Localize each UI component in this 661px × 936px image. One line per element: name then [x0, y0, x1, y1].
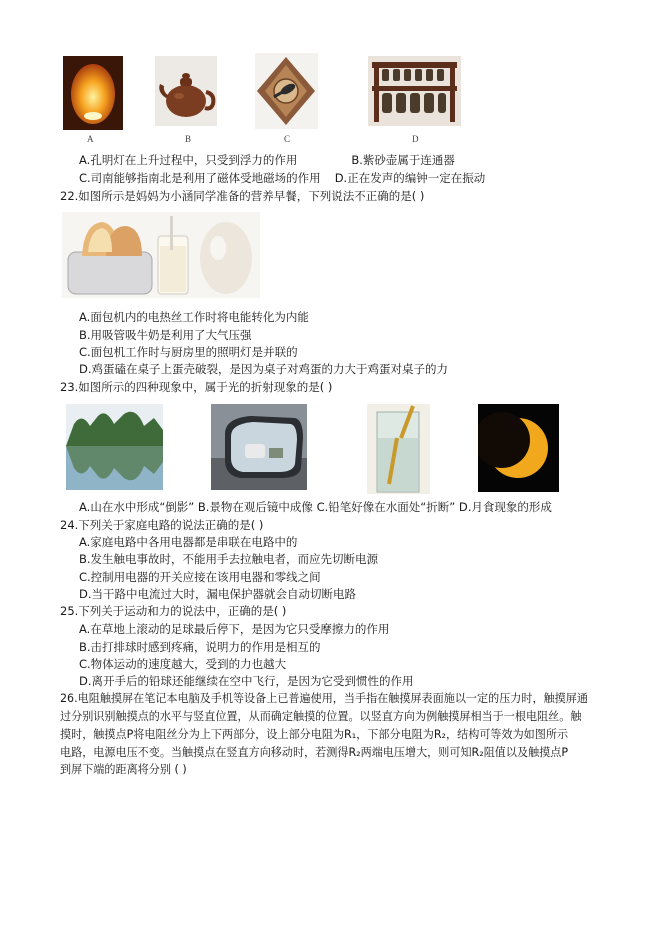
figure-breakfast — [62, 212, 260, 298]
q26-stem-line-5: 到屏下端的距离将分别 ( ) — [60, 763, 187, 776]
q25-option-c: C.物体运动的速度越大，受到的力也越大 — [79, 657, 287, 671]
figure-chime-bells — [368, 56, 461, 126]
q25-stem: 25.下列关于运动和力的说法中，正确的是( ) — [60, 604, 287, 618]
q26-stem-line-1: 26.电阻触摸屏在笔记本电脑及手机等设备上已普遍使用，当手指在触摸屏表面施以一定的压力时，触摸屏通 — [60, 692, 588, 705]
sky-lantern-icon — [63, 56, 123, 130]
q21-options-row-1 — [79, 152, 455, 168]
q25-option-d: D.离开手后的铅球还能继续在空中飞行，是因为它受到惯性的作用 — [79, 674, 414, 688]
q24-stem: 24.下列关于家庭电路的说法正确的是( ) — [60, 518, 264, 532]
q22-option-b: B.用吸管吸牛奶是利用了大气压强 — [79, 328, 252, 342]
q21-option-d: D.正在发声的编钟一定在振动 — [334, 171, 486, 185]
figure-lunar-eclipse — [478, 404, 559, 492]
figure-teapot — [155, 56, 217, 126]
q21-options-row-2 — [79, 170, 485, 186]
caption-a: A — [87, 134, 94, 144]
q22-option-c: C.面包机工作时与厨房里的照明灯是并联的 — [79, 345, 298, 359]
compass-icon — [255, 53, 318, 129]
q24-option-c: C.控制用电器的开关应接在该用电器和零线之间 — [79, 570, 321, 584]
figure-mountain-reflection — [66, 404, 163, 490]
mountain-reflection-icon — [66, 404, 163, 490]
q21-option-a: A.孔明灯在上升过程中，只受到浮力的作用 — [79, 153, 298, 167]
q23-options: A.山在水中形成“倒影” B.景物在观后镜中成像 C.铅笔好像在水面处“折断” D.月食现象的形成 — [79, 500, 552, 514]
q21-option-c: C.司南能够指南北是利用了磁体受地磁场的作用 — [79, 171, 321, 185]
q25-option-a: A.在草地上滚动的足球最后停下，是因为它只受摩擦力的作用 — [79, 622, 390, 636]
rearview-mirror-icon — [211, 404, 307, 490]
caption-b: B — [185, 134, 192, 144]
caption-d: D — [412, 134, 419, 144]
breakfast-icon — [62, 212, 260, 298]
q23-stem: 23.如图所示的四种现象中，属于光的折射现象的是( ) — [60, 380, 333, 394]
q26-stem-line-2: 过分别识别触摸点的水平与竖直位置，从而确定触摸的位置。以竖直方向为例触摸屏相当于一根电阻丝。触 — [60, 710, 582, 723]
q26-stem-line-3: 摸时，触摸点P将电阻丝分为上下两部分，设上部分电阻为R₁，下部分电阻为R₂，结构可等效为如图所示 — [60, 728, 569, 741]
teapot-icon — [155, 56, 217, 126]
caption-c: C — [284, 134, 291, 144]
q24-option-a: A.家庭电路中各用电器都是串联在电路中的 — [79, 535, 298, 549]
figure-pencil-in-water — [367, 404, 430, 494]
lunar-eclipse-icon — [478, 404, 559, 492]
q21-option-b: B.紫砂壶属于连通器 — [351, 153, 455, 167]
chime-bells-icon — [368, 56, 461, 126]
pencil-in-water-icon — [367, 404, 430, 494]
figure-sky-lantern — [63, 56, 123, 130]
q22-option-a: A.面包机内的电热丝工作时将电能转化为内能 — [79, 310, 309, 324]
q22-stem: 22.如图所示是妈妈为小涵同学准备的营养早餐，下列说法不正确的是( ) — [60, 189, 425, 203]
q24-option-b: B.发生触电事故时，不能用手去拉触电者，而应先切断电源 — [79, 552, 379, 566]
q22-option-d: D.鸡蛋磕在桌子上蛋壳破裂，是因为桌子对鸡蛋的力大于鸡蛋对桌子的力 — [79, 362, 449, 376]
q24-option-d: D.当干路中电流过大时，漏电保护器就会自动切断电路 — [79, 587, 357, 601]
q25-option-b: B.击打排球时感到疼痛，说明力的作用是相互的 — [79, 640, 321, 654]
q26-stem-line-4: 电路，电源电压不变。当触摸点在竖直方向移动时，若测得R₂两端电压增大，则可知R₂阻值以及触摸点P — [60, 746, 569, 759]
figure-compass — [255, 53, 318, 129]
figure-rearview-mirror — [211, 404, 307, 490]
